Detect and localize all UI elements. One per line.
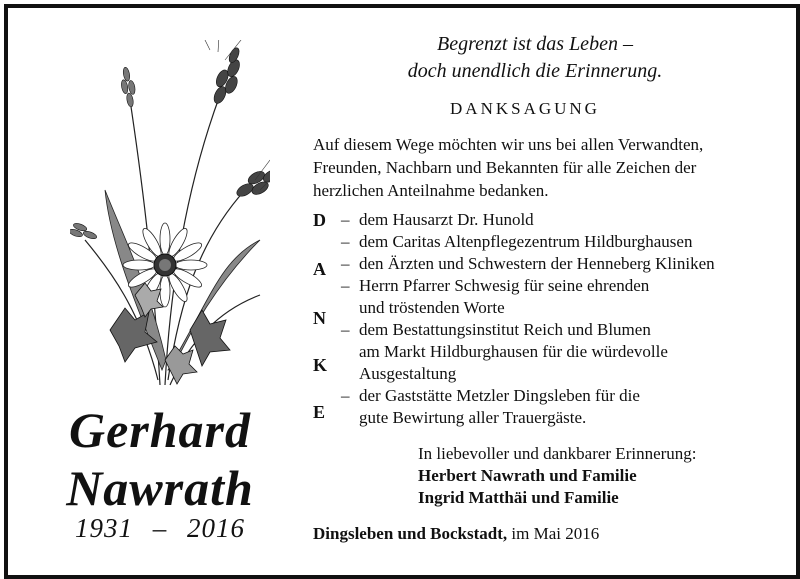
thanks-item-text: Herrn Pfarrer Schwesig für seine ehrenden und tröstenden Worte — [359, 276, 650, 317]
intro-paragraph — [313, 133, 768, 202]
birth-year: 1931 — [75, 513, 133, 543]
intro-line: herzlichen Anteilnahme bedanken. — [313, 181, 549, 200]
thanks-item: – dem Caritas Altenpflegezentrum Hildburghausen — [341, 232, 693, 251]
thanks-item: – dem Hausarzt Dr. Hunold — [341, 210, 534, 229]
closing-line: In liebevoller und dankbarer Erinnerung: — [418, 444, 697, 463]
place-and-date — [313, 524, 599, 544]
thanks-item: – Herrn Pfarrer Schwesig für seine ehrenden und tröstenden Worte — [341, 276, 650, 317]
thanks-item-text: dem Hausarzt Dr. Hunold — [359, 210, 534, 229]
thanks-item: – dem Bestattungsinstitut Reich und Blumen am Markt Hildburghausen für die würdevolle Ausgestaltung — [341, 320, 668, 383]
acrostic-letter: D — [313, 210, 326, 230]
thanks-item: – den Ärzten und Schwestern der Henneberg Kliniken — [341, 254, 715, 273]
notice-date: im Mai 2016 — [511, 524, 600, 543]
place-name: Dingsleben und Bockstadt, — [313, 524, 508, 543]
intro-line — [313, 156, 768, 179]
intro-line-text: Auf diesem Wege möchten wir uns bei allen Verwandten, — [313, 135, 704, 154]
thanks-item-text: dem Caritas Altenpflegezentrum Hildburghausen — [359, 232, 693, 251]
acrostic-letter: E — [313, 402, 326, 422]
life-dates — [30, 513, 290, 544]
acrostic-letter: K — [313, 355, 328, 375]
notice-heading: DANKSAGUNG — [450, 99, 600, 118]
family-1: Herbert Nawrath und Familie — [418, 466, 637, 485]
thanks-item: – der Gaststätte Metzler Dingsleben für die gute Bewirtung aller Trauergäste. — [341, 386, 640, 427]
family-2: Ingrid Matthäi und Familie — [418, 488, 619, 507]
acrostic-letter: N — [313, 308, 326, 328]
deceased-first-name: Gerhard — [68, 402, 252, 458]
thanks-item-text: den Ärzten und Schwestern der Henneberg Kliniken — [359, 254, 715, 273]
thanks-item-text: dem Bestattungsinstitut Reich und Blumen am Markt Hildburghausen für die würdevolle Ausgestaltung — [359, 320, 668, 383]
dates-dash: – — [152, 513, 168, 543]
intro-line-text: Freunden, Nachbarn und Bekannten für alle Zeichen der — [313, 158, 697, 177]
closing-block — [418, 443, 697, 509]
motto-line-1: Begrenzt ist das Leben – — [437, 33, 633, 55]
death-year: 2016 — [187, 513, 245, 543]
acrostic-letter: A — [313, 259, 326, 279]
motto-line-2: doch unendlich die Erinnerung. — [407, 60, 663, 82]
intro-line — [313, 133, 768, 156]
thanks-list — [341, 209, 781, 429]
floral-wheat-illustration — [70, 40, 270, 395]
deceased-last-name: Nawrath — [66, 460, 254, 516]
thanks-item-text: der Gaststätte Metzler Dingsleben für die gute Bewirtung aller Trauergäste. — [359, 386, 640, 427]
